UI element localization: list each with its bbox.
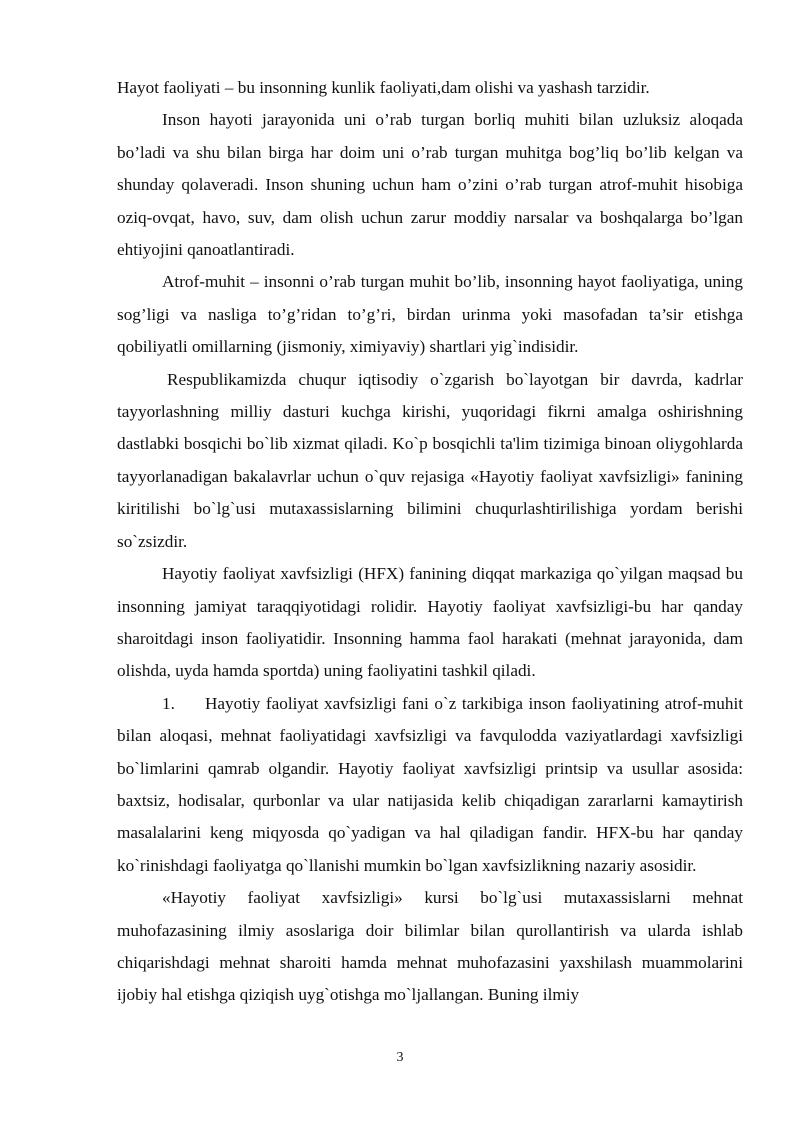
paragraph-4: Respublikamizda chuqur iqtisodiy o`zgarish bo`layotgan bir davrda, kadrlar tayyorlashning milliy dasturi kuchga kirishi, yuqoridagi fikrni amalga oshirishning dastlabki bosqichi bo`lib xizmat qiladi. Ko`p bosqichli ta'lim tizimiga binoan oliygohlarda tayyorlanadigan bakalavrlar uchun o`quv rejasiga «Hayotiy faoliyat xavfsizligi» fanining kiritilishi bo`lg`usi mutaxassislarning bilimini chuqurlashtirilishiga yordam berishi so`zsizdir. [117,369,743,551]
numbered-paragraph-1 [117,688,743,882]
numbered-paragraph-text: Hayotiy faoliyat xavfsizligi fani o`z tarkibiga inson faoliyatining atrof-muhit bilan aloqasi, mehnat faoliyatidagi xavfsizligi va favqulodda vaziyatlardagi xavfsizligi bo`limlarini qamrab olgandir. Hayotiy faoliyat xavfsizligi printsip va usullar asosida: baxtsiz, hodisalar, qurbonlar va ular natijasida kelib chiqadigan zararlarni kamaytirish masalalarini keng miqyosda qo`yadigan va hal qiladigan fandir. HFX-bu har qanday ko`rinishdagi faoliyatga qo`llanishi mumkin bo`lgan xavfsizlikning nazariy asosidir. [117,693,743,875]
page-number: 3 [396,1050,404,1065]
paragraph-2: Inson hayoti jarayonida uni o’rab turgan borliq muhiti bilan uzluksiz aloqada bo’ladi va shu bilan birga har doim uni o’rab turgan muhitga bog’liq bo’lib kelgan va shunday qolaveradi. Inson shuning uchun ham o’zini o’rab turgan atrof-muhit hisobiga oziq-ovqat, havo, suv, dam olish uchun zarur moddiy narsalar va boshqalarga bo’lgan ehtiyojini qanoatlantiradi. [117,110,743,260]
list-marker: 1. [162,693,175,713]
paragraph-7: «Hayotiy faoliyat xavfsizligi» kursi bo`lg`usi mutaxassislarni mehnat muhofazasining ilmiy asoslariga doir bilimlar bilan qurollantirish va ularda ishlab chiqarishdagi mehnat sharoiti hamda mehnat muhofazasini yaxshilash muammolarini ijobiy hal etishga qiziqish uyg`otishga mo`ljallangan. Buning ilmiy [117,888,743,1005]
body-text [117,72,743,1012]
paragraph-5: Hayotiy faoliyat xavfsizligi (HFX) fanining diqqat markaziga qo`yilgan maqsad bu insonning jamiyat taraqqiyotidagi rolidir. Hayotiy faoliyat xavfsizligi-bu har qanday sharoitdagi inson faoliyatidir. Insonning hamma faol harakati (mehnat jarayonida, dam olishda, uyda hamda sportda) uning faoliyatini tashkil qiladi. [117,564,743,681]
paragraph-3: Atrof-muhit – insonni o’rab turgan muhit bo’lib, insonning hayot faoliyatiga, uning sog’ligi va nasliga to’g’ridan to’g’ri, birdan urinma yoki masofadan ta’sir etishga qobiliyatli omillarning (jismoniy, ximiyaviy) shartlari yig`indisidir. [117,272,743,357]
paragraph-1: Hayot faoliyati – bu insonning kunlik faoliyati,dam olishi va yashash tarzidir. [117,78,650,97]
